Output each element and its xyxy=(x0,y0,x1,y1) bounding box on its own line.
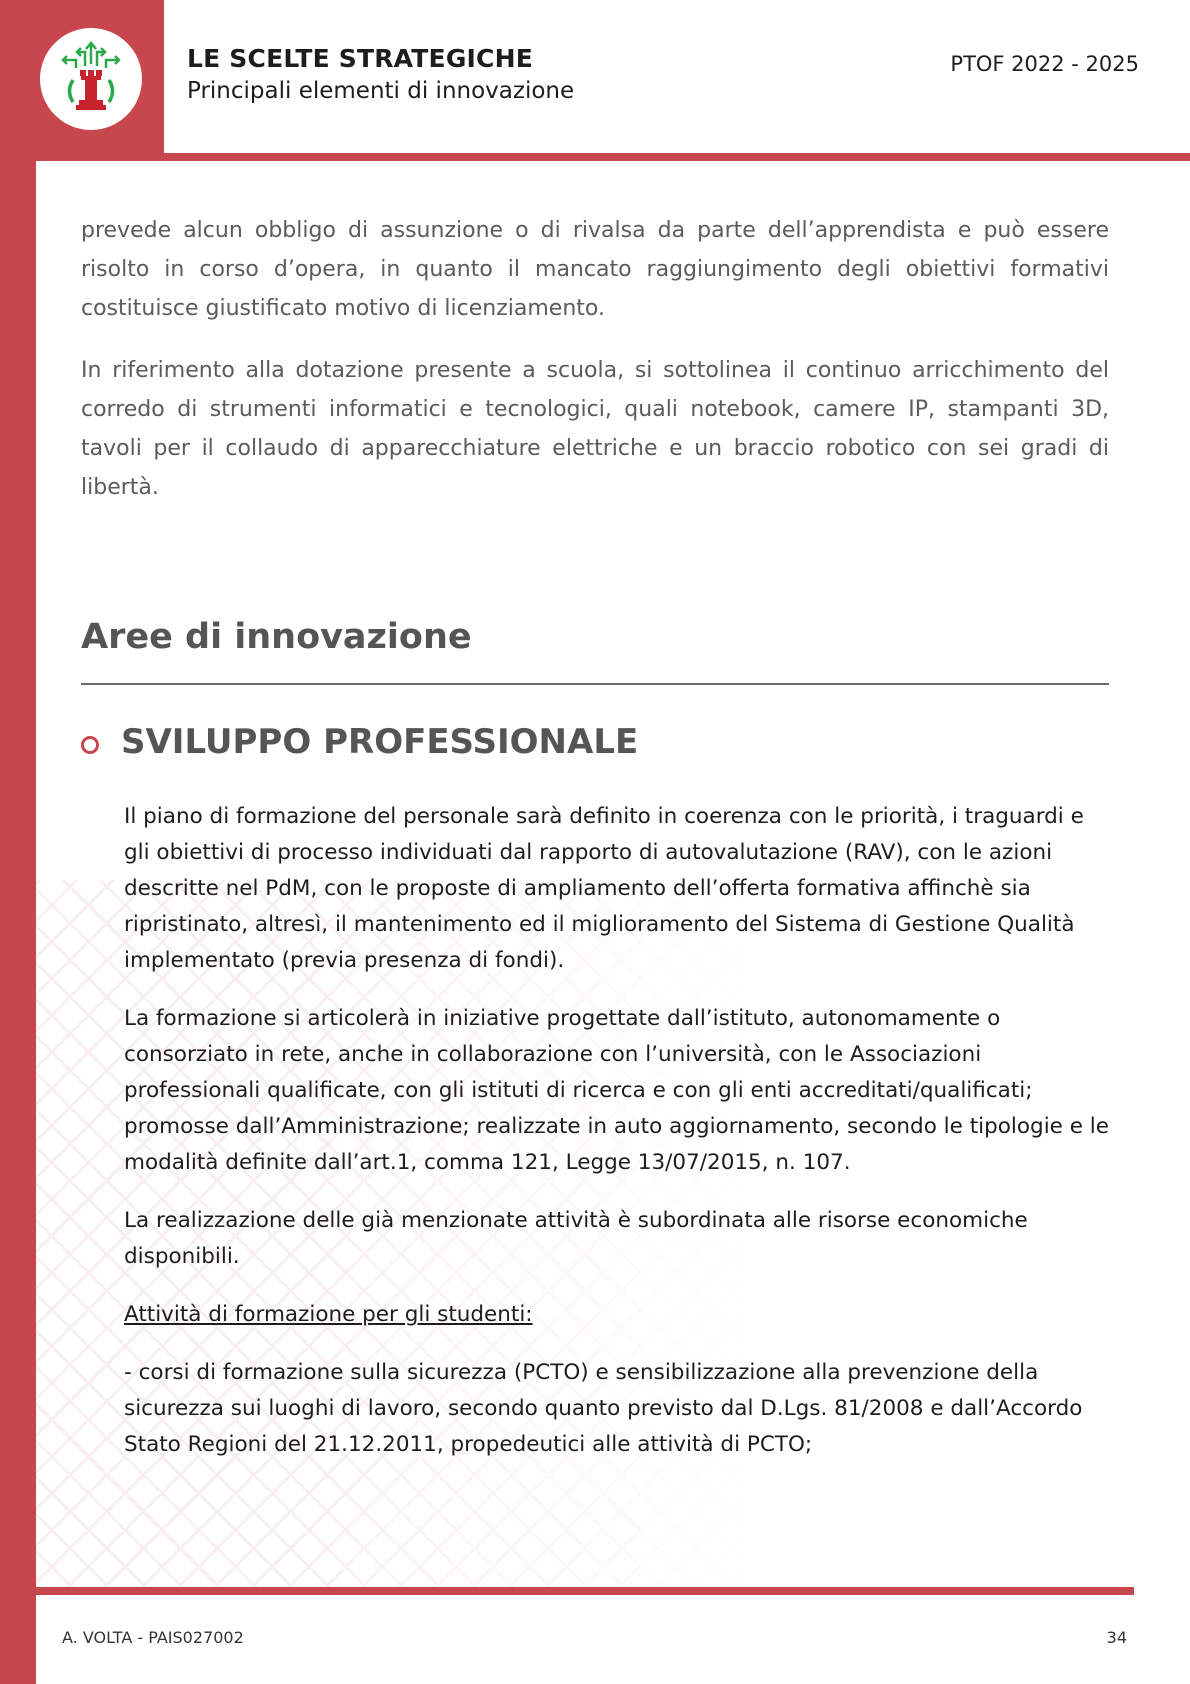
section-divider xyxy=(81,683,1109,685)
school-logo xyxy=(40,28,142,130)
intro-paragraph-2: In riferimento alla dotazione presente a scuola, si sottolinea il continuo arricchimento del corredo di strumenti informatici e tecnologici, quali notebook, camere IP, stampanti 3D, tavoli per il collaudo di apparecchiature elettriche e un braccio robotico con sei gradi di libertà. xyxy=(81,358,1109,500)
footer-school: A. VOLTA - PAIS027002 xyxy=(62,1628,244,1647)
tower-arrows-logo-icon xyxy=(40,28,142,130)
students-heading: Attività di formazione per gli studenti: xyxy=(124,1302,533,1327)
footer-divider xyxy=(36,1587,1134,1595)
content-paragraph-1: Il piano di formazione del personale sarà definito in coerenza con le priorità, i traguardi e gli obiettivi di processo individuati dal rapporto di autovalutazione (RAV), con le azioni descritte nel PdM, con le proposte di ampliamento dell’offerta formativa affinchè sia ripristinato, altresì, il mantenimento ed il miglioramento del Sistema di Gestione Qualità implementato (previa presenza di fondi). xyxy=(124,804,1084,973)
left-accent-bar xyxy=(0,0,36,1684)
header-title: LE SCELTE STRATEGICHE xyxy=(187,44,533,73)
section-content xyxy=(124,799,1109,1485)
header-subtitle: Principali elementi di innovazione xyxy=(187,78,575,104)
ptof-label: PTOF 2022 - 2025 xyxy=(950,52,1139,76)
content-paragraph-3: La realizzazione delle già menzionate attività è subordinata alle risorse economiche disponibili. xyxy=(124,1208,1028,1269)
circle-bullet-icon xyxy=(81,736,99,754)
content-paragraph-2: La formazione si articolerà in iniziative progettate dall’istituto, autonomamente o consorziato in rete, anche in collaborazione con l’università, con le Associazioni professionali qualificate, con gli istituti di ricerca e con gli enti accreditati/qualificati; promosse dall’Amministrazione; realizzate in auto aggiornamento, secondo le tipologie e le modalità definite dall’art.1, comma 121, Legge 13/07/2015, n. 107. xyxy=(124,1006,1109,1175)
page-number: 34 xyxy=(1106,1628,1127,1647)
students-list-item: - corsi di formazione sulla sicurezza (PCTO) e sensibilizzazione alla prevenzione della sicurezza sui luoghi di lavoro, secondo quanto previsto dal D.Lgs. 81/2008 e dall’Accordo Stato Regioni del 21.12.2011, propedeutici alle attività di PCTO; xyxy=(124,1360,1083,1457)
section-title: Aree di innovazione xyxy=(81,617,472,657)
intro-paragraph-1: prevede alcun obbligo di assunzione o di rivalsa da parte dell’apprendista e può essere risolto in corso d’opera, in quanto il mancato raggiungimento degli obiettivi formativi costituisce giustificato motivo di licenziamento. xyxy=(81,218,1109,321)
subsection-title: SVILUPPO PROFESSIONALE xyxy=(121,722,639,762)
header-divider xyxy=(36,153,1190,161)
